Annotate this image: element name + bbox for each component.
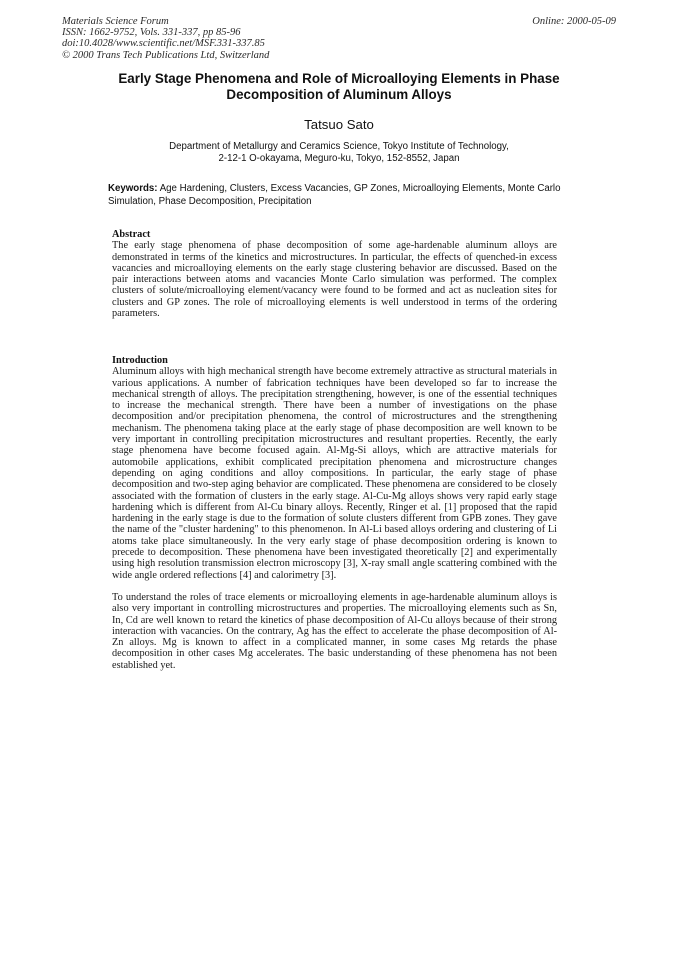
- affiliation-line-1: Department of Metallurgy and Ceramics Science, Tokyo Institute of Technology,: [169, 141, 509, 152]
- journal-copyright: © 2000 Trans Tech Publications Ltd, Switzerland: [62, 49, 270, 61]
- paper-title: Early Stage Phenomena and Role of Microalloying Elements in Phase Decomposition of Aluminum Alloys: [118, 71, 560, 102]
- journal-doi[interactable]: doi:10.4028/www.scientific.net/MSF.331-337.85: [62, 38, 265, 50]
- journal-issn: ISSN: 1662-9752, Vols. 331-337, pp 85-96: [62, 27, 241, 39]
- introduction-heading: Introduction: [112, 355, 168, 366]
- keywords-text: Age Hardening, Clusters, Excess Vacancies, GP Zones, Microalloying Elements, Monte Carlo Simulation, Phase Decomposition, Precipitation: [108, 183, 561, 207]
- abstract-section: [112, 229, 557, 319]
- affiliation-line-2: 2-12-1 O-okayama, Meguro-ku, Tokyo, 152-8552, Japan: [218, 153, 460, 164]
- paper-author: Tatsuo Sato: [304, 117, 374, 132]
- abstract-heading: Abstract: [112, 229, 151, 240]
- author-affiliation: [90, 141, 588, 165]
- online-date: Online: 2000-05-09: [532, 16, 616, 27]
- introduction-paragraph-1: Aluminum alloys with high mechanical strength have become extremely attractive as structural materials in various applications. A number of fabrication techniques have been developed so far to increase the mechanical strength of alloys. The precipitation strengthening, however, is one of the essential techniques to increase the mechanical strength. There have been a number of investigations on the phase decomposition and/or precipitation phenomena, the control of microstructures and the strengthening mechanism. The phenomena taking place at the early stage of phase decomposition are well known to be very important in controlling precipitation microstructures and resultant properties. Recently, the early stage phenomena have become focused again. Al-Mg-Si alloys, which are attractive materials for automobile applications, exhibit complicated precipitation phenomena and microstructure changes depending on aging conditions and alloy compositions. In particular, the early stage of phase decomposition and two-step aging behavior are complicated. These phenomena are considered to be closely associated with the formation of clusters in the early stage. Al-Cu-Mg alloys shows very rapid early stage hardening which is different from Al-Cu binary alloys. Recently, Ringer et al. [1] proposed that the rapid hardening in the early stage is due to the formation of solute clusters different from GPB zones. They gave the name of the "cluster hardening" to this phenomenon. In Al-Li based alloys ordering and clustering of Li atoms take place simultaneously. In the very early stage of phase decomposition ordering is known to precede to decomposition. These phenomena have been investigated theoretically [2] and experimentally using high resolution transmission electron microscopy [3], X-ray small angle scattering combined with the wide angle ordered reflections [4] and calorimetry [3].: [112, 366, 557, 581]
- introduction-section: [112, 355, 557, 671]
- journal-name: Materials Science Forum: [62, 16, 169, 27]
- keywords-block: [108, 183, 564, 208]
- journal-header: [62, 16, 269, 61]
- keywords-label: Keywords:: [108, 183, 158, 194]
- introduction-paragraph-2: To understand the roles of trace elements or microalloying elements in age-hardenable aluminum alloys is also very important in controlling microstructures and properties. The microalloying elements such as Sn, In, Cd are well known to retard the kinetics of phase decomposition of Al-Cu alloys because of their strong interaction with vacancies. On the contrary, Ag has the effect to accelerate the phase decomposition of Al-Zn alloys. Mg is known to affect in a complicated manner, in some cases Mg retards the phase decomposition in other cases Mg accelerates. The basic understanding of these phenomena has not been established yet.: [112, 591, 557, 671]
- abstract-text: The early stage phenomena of phase decomposition of some age-hardenable aluminum alloys are demonstrated in terms of the kinetics and microstructures. In particular, the effects of quenched-in excess vacancies and microalloying elements on the early stage clustering behavior are discussed. Based on the pair interactions between atoms and vacancies Monte Carlo simulation was performed. The complex clusters of solute/microalloying element/vacancy were found to be formed and act as nucleation sites for clusters and GP zones. The role of microalloying elements is well understood in terms of the ordering parameters.: [112, 240, 557, 320]
